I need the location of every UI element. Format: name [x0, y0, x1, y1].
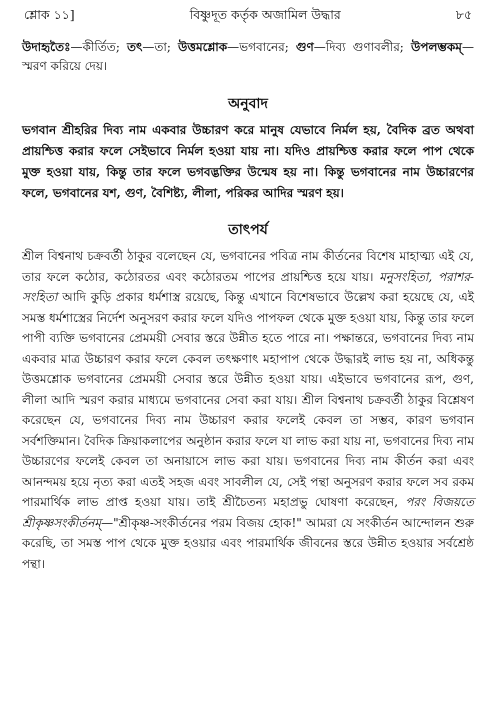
- purport-part-2: আদি কুড়ি প্রকার ধর্মশাস্ত্র রয়েছে, কিন্তু এখানে বিশেষভাবে উল্লেখ করা হয়েছে যে, এই সমস্ত ধর্মশাস্ত্রের নির্দেশ অনুসরণ করার ফলে যদিও পাপফল থেকে মুক্ত হওয়া যায়, কিন্তু তার ফলে পাপী ব্যক্তি ভগবানের প্রেমময়ী সেবার স্তরে উন্নীত হতে পারে না। পক্ষান্তরে, ভগবানের দিব্য নাম একবার মাত্র উচ্চারণ করার ফলে কেবল তৎক্ষণাৎ মহাপাপ থেকে উদ্ধারই লাভ হয় না, অধিকন্তু উত্তমশ্লোক ভগবানের প্রেমময়ী সেবার স্তরে উন্নীত হওয়া যায়। এইভাবে ভগবানের রূপ, গুণ, লীলা আদি স্মরণ করার মাধ্যমে ভগবানের সেবা করা যায়। শ্রীল বিশ্বনাথ চক্রবর্তী ঠাকুর বিশ্লেষণ করেছেন যে, ভগবানের দিব্য নাম উচ্চারণ করার ফলেই কেবল তা সম্ভব, কারণ ভগবান সর্বশক্তিমান। বৈদিক ক্রিয়াকলাপের অনুষ্ঠান করার ফলে যা লাভ করা যায় না, ভগবানের দিব্য নাম উচ্চারণের ফলেই কেবল তা অনায়াসে লাভ করা যায়। ভগবানের দিব্য নাম কীর্তন করা এবং আনন্দময় হয়ে নৃত্য করা এতই সহজ এবং সাবলীল যে, সেই পন্থা অনুসরণ করার ফলে সব রকম পারমার্থিক লাভ প্রাপ্ত হওয়া যায়। তাই শ্রীচৈতন্য মহাপ্রভু ঘোষণা করেছেন,: [22, 290, 474, 509]
- verse-reference: শ্লোক ১১]: [24, 7, 75, 22]
- synonym-meaning: —ভগবানের;: [227, 40, 289, 54]
- sanskrit-quote: পরং বিজয়তে শ্রীকৃষ্ণসংকীর্তনম্: [22, 495, 474, 530]
- purport-heading: তাৎপর্য: [228, 222, 268, 238]
- synonym-term: গুণ: [295, 40, 314, 54]
- synonym-meaning: —তা;: [142, 40, 171, 54]
- page-number: ৮৫: [455, 7, 472, 22]
- translation-text: ভগবান শ্রীহরির দিব্য নাম একবার উচ্চারণ করে মানুষ যেভাবে নির্মল হয়, বৈদিক ব্রত অথবা প্রায়শ্চিত্ত করার ফলে সেইভাবে নির্মল হওয়া যায় না। যদিও প্রায়শ্চিত্ত করার ফলে পাপ থেকে মুক্ত হওয়া যায়, কিন্তু তার ফলে ভগবদ্ভক্তির উন্মেষ হয় না। কিন্তু ভগবানের নাম উচ্চারণের ফলে, ভগবানের যশ, গুণ, বৈশিষ্ট্য, লীলা, পরিকর আদির স্মরণ হয়।: [22, 123, 474, 200]
- synonym-term: উপলম্ভকম্: [410, 40, 462, 54]
- page-header: [22, 6, 474, 24]
- translation-heading: অনুবাদ: [228, 96, 268, 112]
- purport-part-3: —"শ্রীকৃষ্ণ-সংকীর্তনের পরম বিজয় হোক!" আমরা যে সংকীর্তন আন্দোলন শুরু করেছি, তা সমস্ত পাপ থেকে মুক্ত হওয়ার এবং পারমার্থিক জীবনের স্তরে উন্নীত হওয়ার সর্বশ্রেষ্ঠ পন্থা।: [22, 515, 474, 571]
- scripture-names: মনুসংহিতা, পরাশর-সংহিতা: [22, 269, 474, 304]
- synonym-term: উত্তমশ্লোক: [178, 40, 228, 54]
- synonym-term: উদাহৃতৈঃ: [22, 40, 71, 54]
- synonym-meaning: —কীর্তিত;: [70, 40, 120, 54]
- chapter-title: বিষ্ণুদূত কর্তৃক অজামিল উদ্ধার: [189, 7, 341, 22]
- purport-part-1: শ্রীল বিশ্বনাথ চক্রবর্তী ঠাকুর বলেছেন যে, ভগবানের পবিত্র নাম কীর্তনের বিশেষ মাহাত্ম্য এই যে, তার ফলে কঠোর, কঠোরতর এবং কঠোরতম পাপের প্রায়শ্চিত্ত হয়ে যায়।: [22, 249, 474, 284]
- synonym-meaning: —দিব্য গুণাবলীর;: [313, 40, 404, 54]
- purport-text: [22, 246, 474, 574]
- synonyms-block: [22, 38, 474, 76]
- synonym-term: তৎ: [126, 40, 143, 54]
- book-page: [22, 6, 474, 711]
- synonym-meaning: —স্মরণ করিয়ে দেয়।: [22, 40, 474, 73]
